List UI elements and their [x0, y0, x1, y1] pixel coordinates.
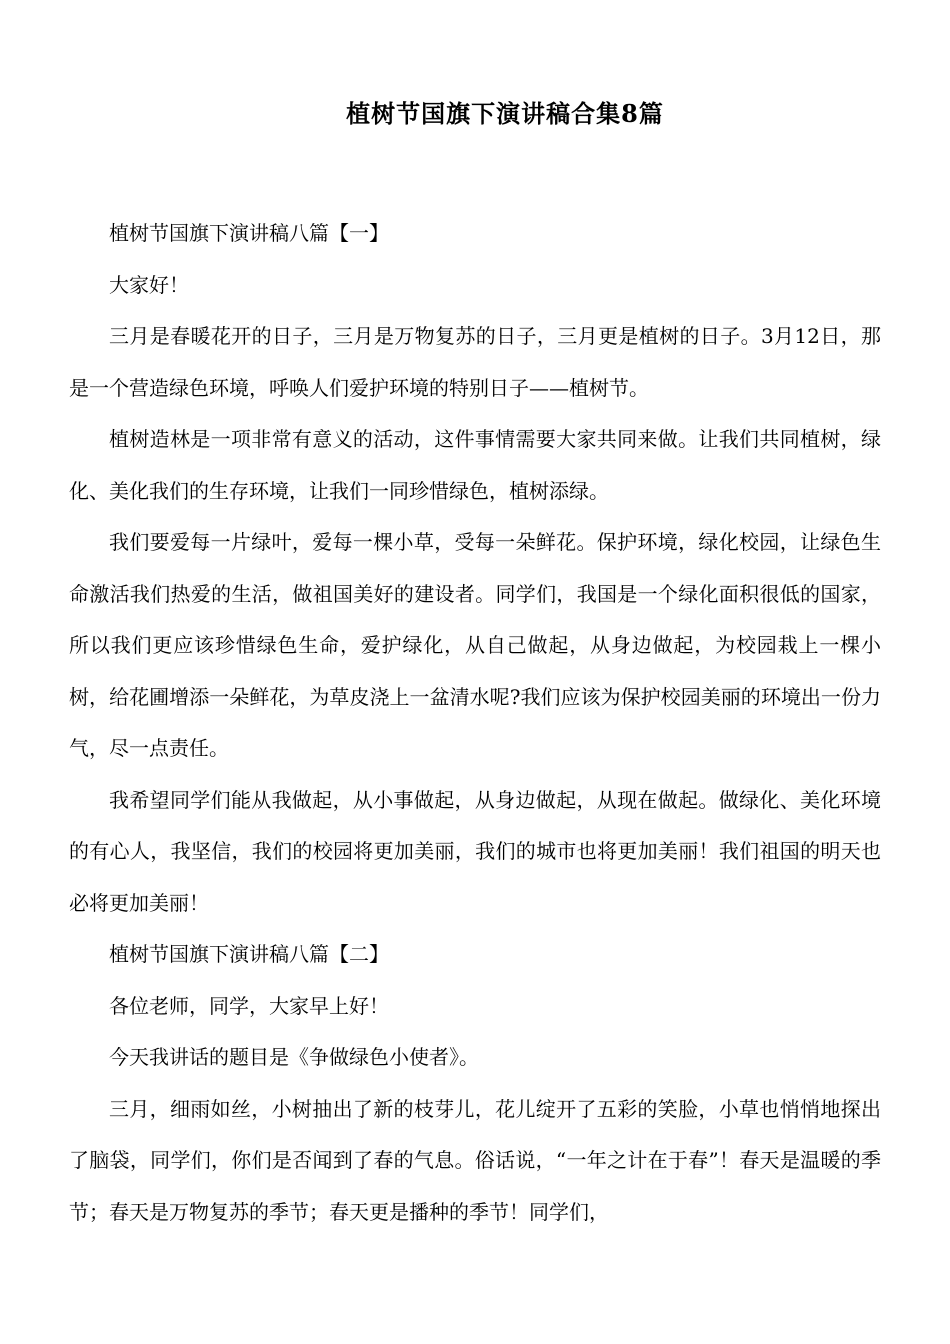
body-paragraph: 我们要爱每一片绿叶，爱每一棵小草，受每一朵鲜花。保护环境，绿化校园，让绿色生命激活我们热爱的生活，做祖国美好的建设者。同学们，我国是一个绿化面积很低的国家，所以我们更应该珍惜绿色生命，爱护绿化，从自己做起，从身边做起，为校园栽上一棵小树，给花圃增添一朵鲜花，为草皮浇上一盆清水呢?我们应该为保护校园美丽的环境出一份力气，尽一点责任。 — [69, 530, 881, 760]
body-paragraph: 三月是春暖花开的日子，三月是万物复苏的日子，三月更是植树的日子。3月12日，那是一个营造绿色环境，呼唤人们爱护环境的特别日子——植树节。 — [69, 324, 881, 400]
body-paragraph: 三月，细雨如丝，小树抽出了新的枝芽儿，花儿绽开了五彩的笑脸，小草也悄悄地探出了脑袋，同学们，你们是否闻到了春的气息。俗话说，“一年之计在于春”！春天是温暖的季节；春天是万物复苏的季节；春天更是播种的季节！同学们， — [69, 1096, 881, 1224]
body-paragraph: 植树造林是一项非常有意义的活动，这件事情需要大家共同来做。让我们共同植树，绿化、美化我们的生存环境，让我们一同珍惜绿色，植树添绿。 — [69, 427, 881, 503]
body-paragraph: 我希望同学们能从我做起，从小事做起，从身边做起，从现在做起。做绿化、美化环境的有心人，我坚信，我们的校园将更加美丽，我们的城市也将更加美丽！我们祖国的明天也必将更加美丽！ — [69, 787, 881, 915]
section-heading-2: 植树节国旗下演讲稿八篇【二】 — [109, 942, 389, 966]
section-heading-1: 植树节国旗下演讲稿八篇【一】 — [109, 221, 389, 245]
document-title: 植树节国旗下演讲稿合集8篇 — [346, 99, 664, 128]
body-paragraph: 今天我讲话的题目是《争做绿色小使者》。 — [109, 1045, 479, 1069]
document-body — [69, 208, 881, 1238]
greeting-paragraph: 各位老师，同学，大家早上好！ — [109, 993, 389, 1018]
greeting-paragraph: 大家好！ — [109, 272, 189, 297]
